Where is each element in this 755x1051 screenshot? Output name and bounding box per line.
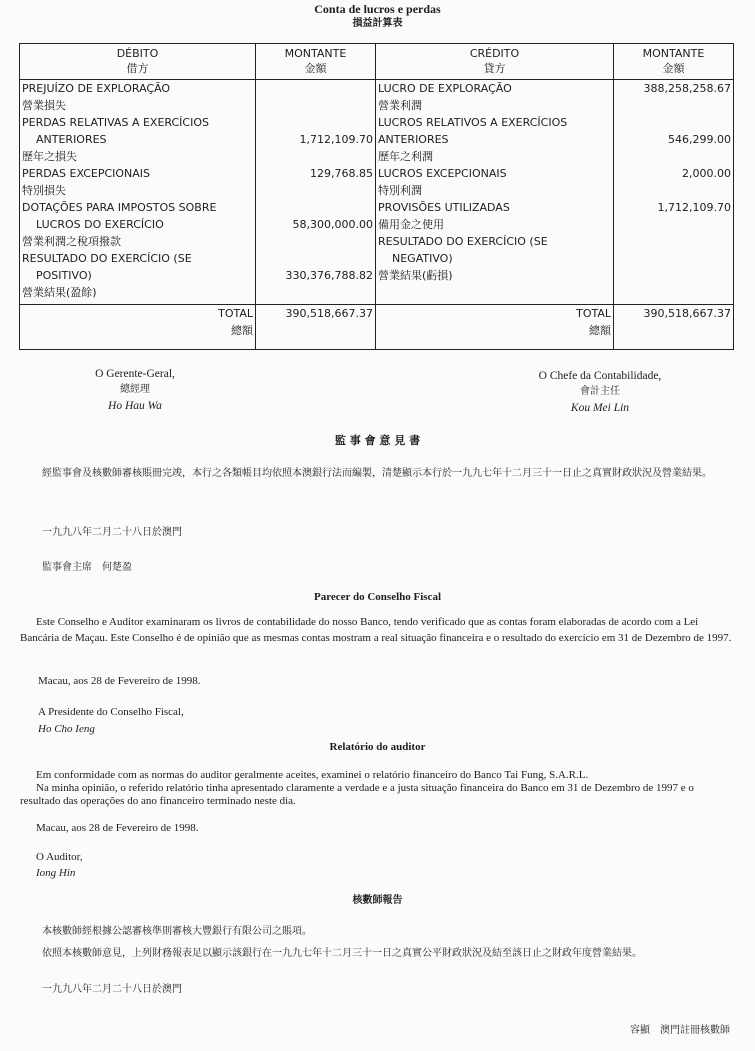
credit-amount: 1,712,109.70 — [657, 201, 731, 214]
debit-total-amount: 390,518,667.37 — [256, 305, 376, 350]
debit-amount: 58,300,000.00 — [292, 218, 373, 231]
debit-total-label: TOTAL 總額 — [20, 305, 256, 350]
profit-loss-table — [19, 43, 734, 350]
debit-row-label-cn: 特別損失 — [22, 184, 66, 197]
credit-row-label-cn: 歷年之利潤 — [378, 150, 433, 163]
credit-labels — [376, 80, 614, 305]
credit-total-label: TOTAL 總額 — [376, 305, 614, 350]
debit-amount-header: MONTANTE 金額 — [256, 44, 376, 80]
credit-row-label: LUCROS EXCEPCIONAIS — [378, 167, 507, 180]
debit-row-label-cn: 歷年之損失 — [22, 150, 77, 163]
auditor-line1-cn: 本核數師經根據公認審核準則審核大豐銀行有限公司之賬項。 — [42, 926, 312, 937]
debit-header: DÉBITO 借方 — [20, 44, 256, 80]
auditor-date-cn: 一九九八年二月二十八日於澳門 — [42, 984, 182, 995]
manager-title: O Gerente-Geral, — [95, 368, 175, 380]
supervisory-date-cn: 一九九八年二月二十八日於澳門 — [42, 527, 182, 538]
credit-row-label-cn: 營業利潤 — [378, 99, 422, 112]
document-title: Conta de lucros e perdas — [314, 2, 441, 16]
supervisory-body-cn: 經監事會及核數師審核賬冊完竣，本行之各類帳目均依照本澳銀行法而編製，清楚顯示本行於一九九七年十二月三十一日止之真實財政狀況及營業結果。 — [42, 468, 712, 479]
debit-amount: 1,712,109.70 — [299, 133, 373, 146]
fiscal-council-heading: Parecer do Conselho Fiscal — [314, 591, 441, 603]
manager-name: Ho Hau Wa — [108, 400, 162, 412]
accountant-title-cn: 會計主任 — [580, 386, 620, 397]
debit-row-label-cont: LUCROS DO EXERCÍCIO — [36, 218, 164, 231]
credit-amount: 2,000.00 — [682, 167, 731, 180]
credit-total-amount: 390,518,667.37 — [614, 305, 734, 350]
debit-labels — [20, 80, 256, 305]
auditor-report-date: Macau, aos 28 de Fevereiro de 1998. — [36, 822, 199, 834]
auditor-heading-cn: 核數師報告 — [352, 895, 403, 906]
debit-row-label-cont: POSITIVO) — [36, 269, 92, 282]
fiscal-council-body: Este Conselho e Auditor examinaram os livros de contabilidade do nosso Banco, tendo verificado que as contas foram elaboradas de acordo com a Lei Bancária de Maçau. Este Conselho é de opinião que as mesmas contas mostram a real situação financeira e o resultado do exercício em 31 de Dezembro de 1997. — [20, 616, 732, 644]
debit-row-label-cn: 營業利潤之稅項撥款 — [22, 235, 121, 248]
supervisory-signer-cn: 監事會主席 何楚盈 — [42, 562, 132, 573]
debit-amounts — [256, 80, 376, 305]
credit-amount: 546,299.00 — [668, 133, 731, 146]
accountant-name: Kou Mei Lin — [570, 402, 630, 414]
debit-row-label: PERDAS RELATIVAS A EXERCÍCIOS — [22, 116, 209, 129]
credit-row-label-cont: NEGATIVO) — [392, 252, 453, 265]
credit-header: CRÉDITO 貸方 — [376, 44, 614, 80]
debit-row-label: RESULTADO DO EXERCÍCIO (SE — [22, 252, 192, 265]
credit-row-label-cn: 備用金之使用 — [378, 218, 444, 231]
supervisory-heading-cn: 監 事 會 意 見 書 — [334, 434, 421, 447]
debit-row-label-cont: ANTERIORES — [36, 133, 107, 146]
debit-row-label: PREJUÍZO DE EXPLORAÇÃO — [22, 82, 171, 95]
credit-row-label: LUCROS RELATIVOS A EXERCÍCIOS — [378, 116, 568, 129]
debit-row-label-cn: 營業損失 — [22, 99, 66, 112]
auditor-line2-cn: 依照本核數師意見，上列財務報表足以顯示該銀行在一九九七年十二月三十一日之真實公平財政狀況及結至該日止之財政年度營業結果。 — [42, 948, 642, 959]
manager-title-cn: 總經理 — [120, 384, 150, 395]
auditor-report-line2: Na minha opinião, o referido relatório tinha apresentado claramente a verdade e a justa situação financeira do Banco em 31 de Dezembro de 1997 e o resultado das operações do ano financeiro terminado neste dia. — [20, 782, 694, 807]
fiscal-council-signer-name: Ho Cho Ieng — [38, 723, 95, 735]
credit-row-label: LUCRO DE EXPLORAÇÃO — [378, 82, 512, 95]
credit-row-label-cont: ANTERIORES — [378, 133, 449, 146]
accountant-title: O Chefe da Contabilidade, — [538, 370, 662, 382]
fiscal-council-date: Macau, aos 28 de Fevereiro de 1998. — [38, 675, 201, 687]
credit-amount: 388,258,258.67 — [643, 82, 731, 95]
auditor-report-line1: Em conformidade com as normas do auditor geralmente aceites, examinei o relatório financeiro do Banco Tai Fung, S.A.R.L. — [36, 769, 589, 781]
debit-row-label-cn: 營業結果(盈餘) — [22, 286, 97, 299]
debit-amount: 330,376,788.82 — [285, 269, 373, 282]
debit-amount: 129,768.85 — [310, 167, 373, 180]
auditor-signer-cn: 容顯 澳門註冊核數師 — [630, 1025, 730, 1036]
document-title-cn: 損益計算表 — [352, 18, 403, 29]
accountant-signature — [505, 368, 695, 416]
fiscal-council-signer-title: A Presidente do Conselho Fiscal, — [38, 706, 184, 718]
credit-row-label-cn: 營業結果(虧損) — [378, 269, 453, 282]
auditor-report-heading: Relatório do auditor — [329, 741, 426, 753]
debit-row-label: DOTAÇÕES PARA IMPOSTOS SOBRE — [22, 201, 217, 214]
credit-row-label: PROVISÕES UTILIZADAS — [378, 201, 510, 214]
credit-amounts — [614, 80, 734, 305]
auditor-signer-title: O Auditor, — [36, 851, 83, 863]
manager-signature — [40, 366, 230, 414]
credit-amount-header: MONTANTE 金額 — [614, 44, 734, 80]
auditor-signer-name: Iong Hin — [36, 867, 76, 879]
debit-row-label: PERDAS EXCEPCIONAIS — [22, 167, 151, 180]
credit-row-label: RESULTADO DO EXERCÍCIO (SE — [378, 235, 548, 248]
credit-row-label-cn: 特別利潤 — [378, 184, 422, 197]
